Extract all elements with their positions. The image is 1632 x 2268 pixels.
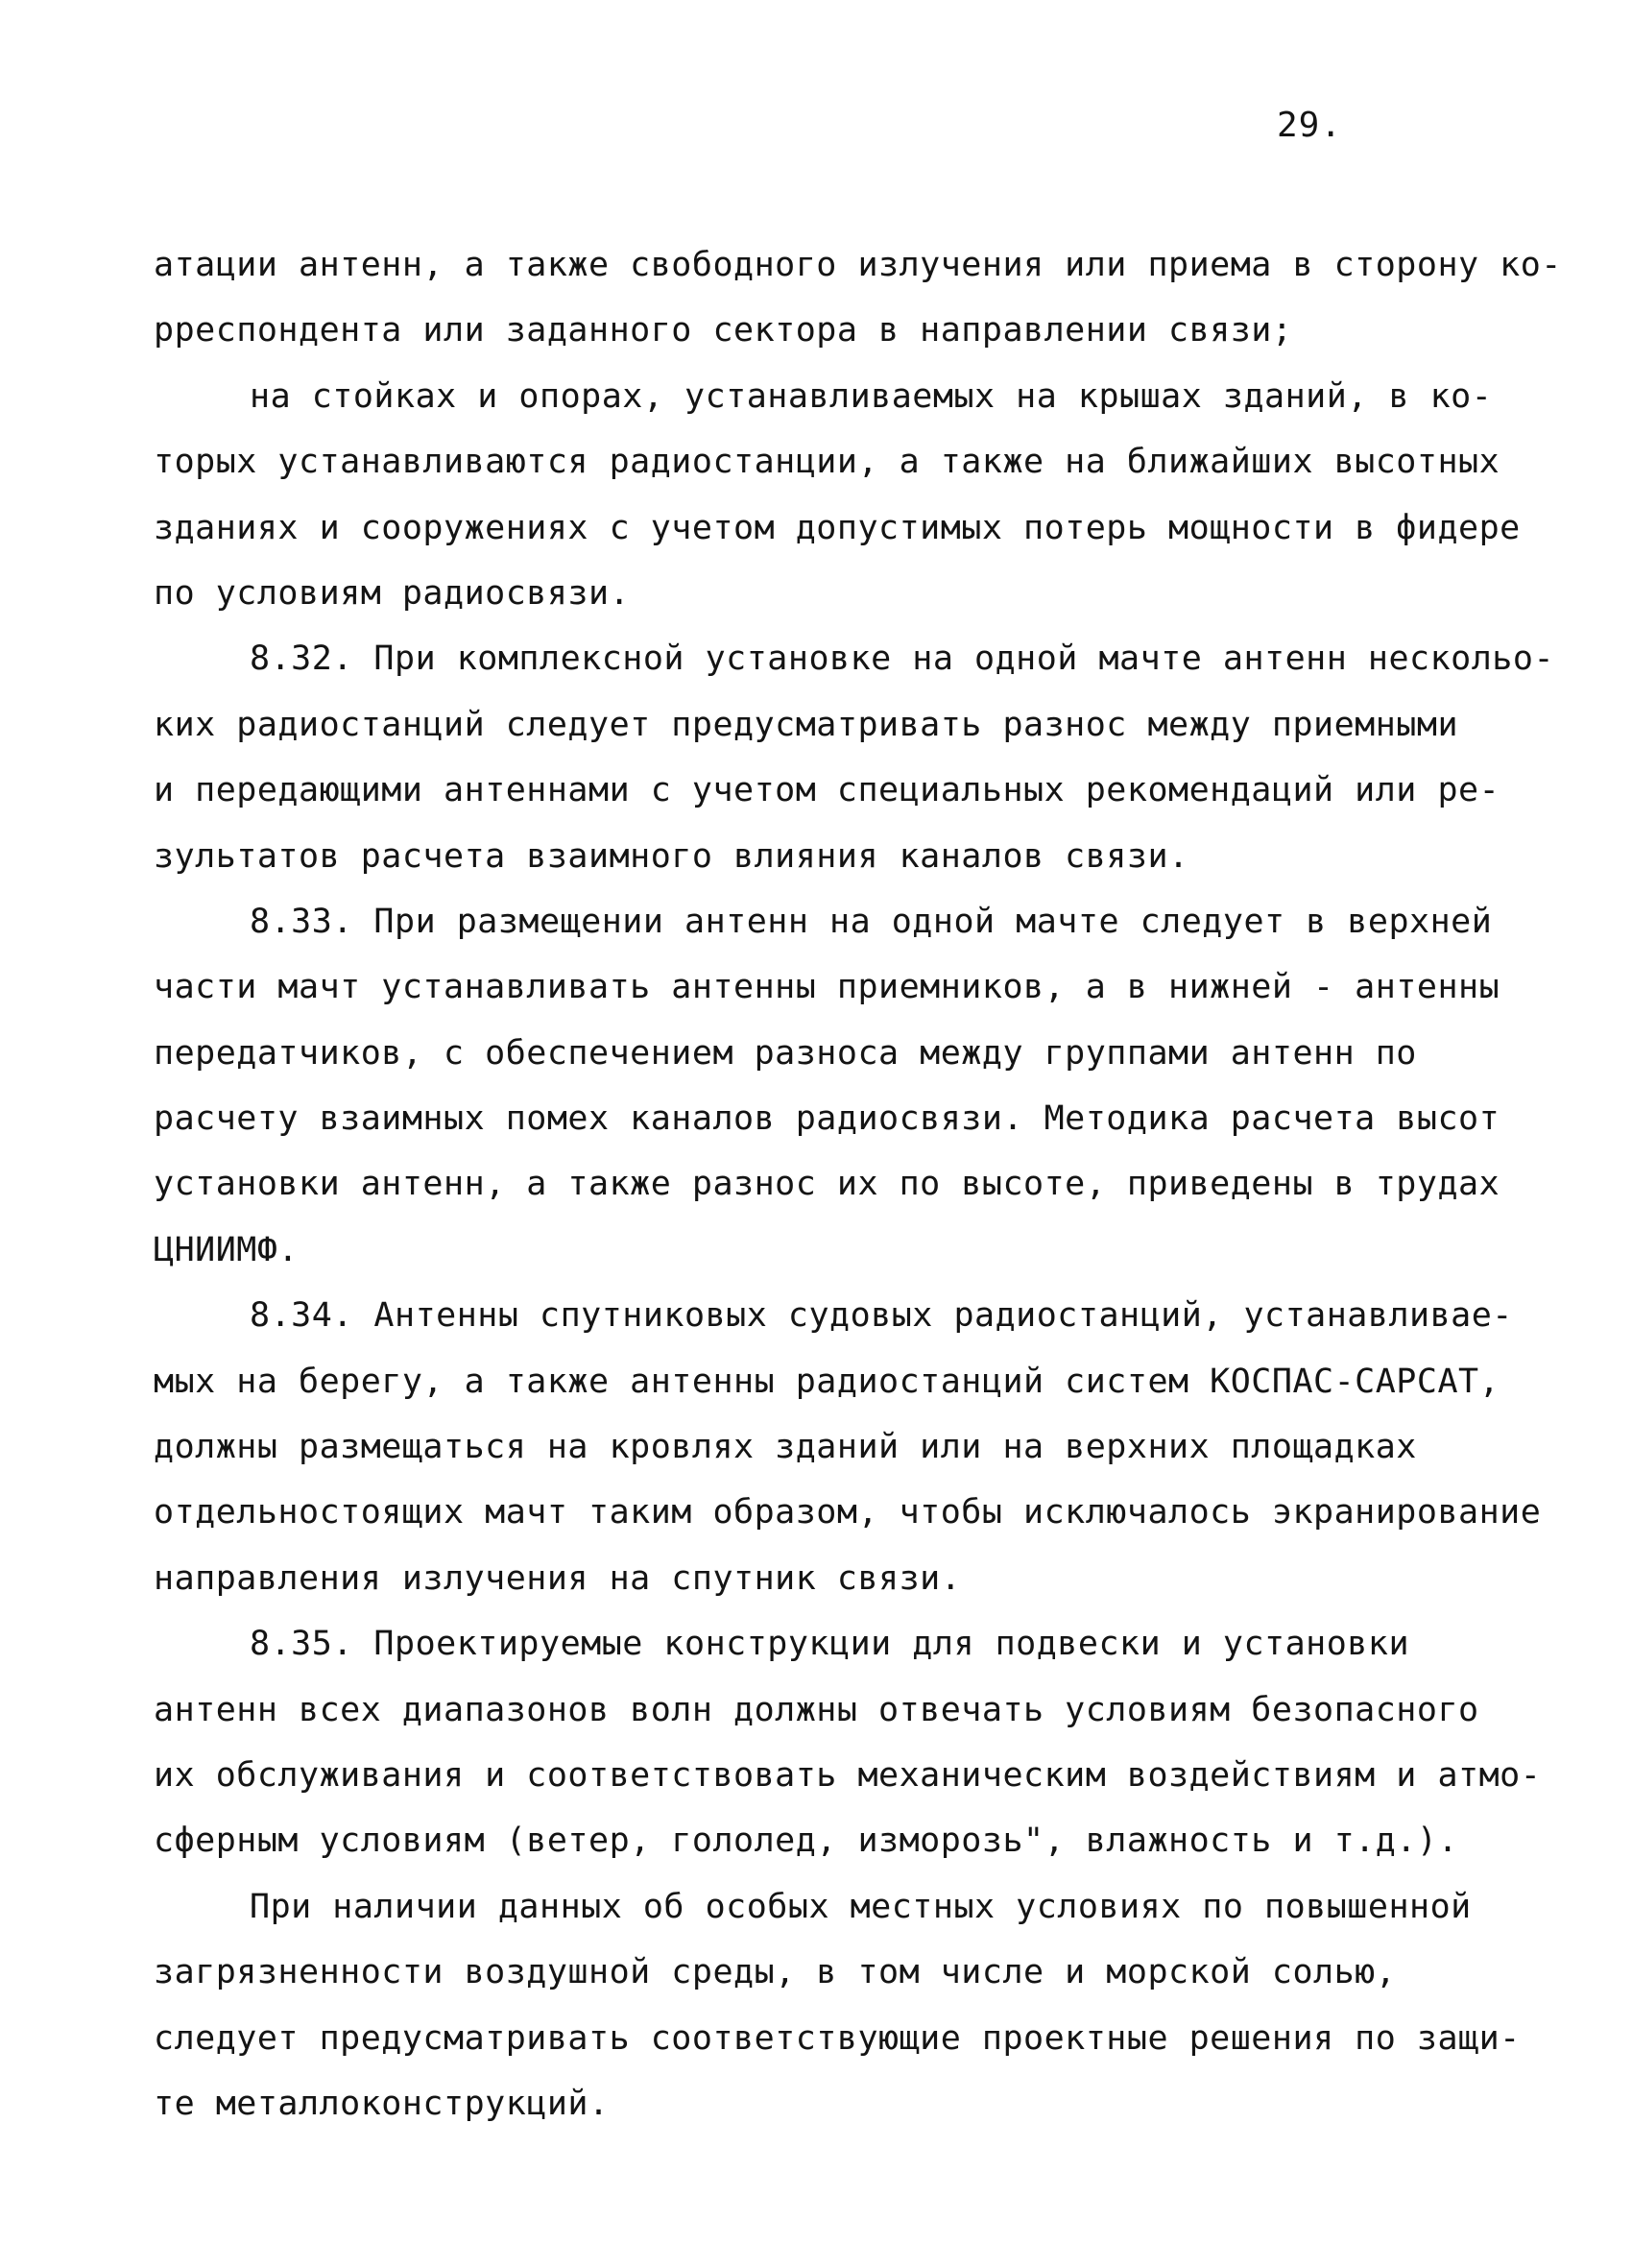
text-line: сферным условиям (ветер, гололед, изморозь", влажность и т.д.). (154, 1822, 1459, 1861)
text-line: на стойках и опорах, устанавливаемых на крышах зданий, в ко- (250, 376, 1493, 416)
text-line: зданиях и сооружениях с учетом допустимых потерь мощности в фидере (154, 508, 1521, 547)
text-line: расчету взаимных помех каналов радиосвязи. Методика расчета высот (154, 1099, 1500, 1139)
section-8-34-start: 8.34. Антенны спутниковых судовых радиостанций, устанавливае- (250, 1296, 1513, 1336)
text-line: атации антенн, а также свободного излучения или приема в сторону ко- (154, 246, 1562, 284)
text-line: зультатов расчета взаимного влияния каналов связи. (154, 836, 1189, 876)
text-line: При наличии данных об особых местных условиях по повышенной (250, 1887, 1472, 1926)
text-line: антенн всех диапазонов волн должны отвечать условиям безопасного (154, 1690, 1479, 1729)
text-line: загрязненности воздушной среды, в том числе и морской солью, (154, 1953, 1397, 1992)
text-line: следует предусматривать соответствующие проектные решения по защи- (154, 2018, 1521, 2058)
text-line: отдельностоящих мачт таким образом, чтобы исключалось экранирование (154, 1493, 1542, 1532)
document-body (154, 232, 1562, 2136)
text-line: рреспондента или заданного сектора в направлении связи; (154, 311, 1293, 350)
text-line: по условиям радиосвязи. (154, 573, 631, 613)
text-line: направления излучения на спутник связи. (154, 1558, 962, 1598)
text-line: ЦНИИМФ. (154, 1230, 300, 1269)
section-8-33-start: 8.33. При размещении антенн на одной мачте следует в верхней (250, 902, 1493, 941)
text-line: ких радиостанций следует предусматривать разнос между приемными (154, 705, 1459, 744)
text-line: торых устанавливаются радиостанции, а также на ближайших высотных (154, 443, 1500, 482)
text-line: их обслуживания и соответствовать механическим воздействиям и атмо- (154, 1755, 1542, 1795)
text-line: должны размещаться на кровлях зданий или на верхних площадках (154, 1428, 1417, 1467)
text-line: передатчиков, с обеспечением разноса между группами антенн по (154, 1033, 1417, 1073)
text-line: мых на берегу, а также антенны радиостанций систем КОСПАС-САРСАТ, (154, 1362, 1500, 1401)
text-line: части мачт устанавливать антенны приемников, а в нижней - антенны (154, 968, 1500, 1007)
page-number: 29. (1277, 106, 1343, 145)
section-8-32-start: 8.32. При комплексной установке на одной мачте антенн нескольо- (250, 639, 1555, 679)
text-line: и передающими антеннами с учетом специальных рекомендаций или ре- (154, 771, 1500, 810)
text-line: те металлоконструкций. (154, 2084, 610, 2123)
text-line: установки антенн, а также разнос их по высоте, приведены в трудах (154, 1165, 1500, 1204)
section-8-35-start: 8.35. Проектируемые конструкции для подвески и установки (250, 1625, 1410, 1664)
